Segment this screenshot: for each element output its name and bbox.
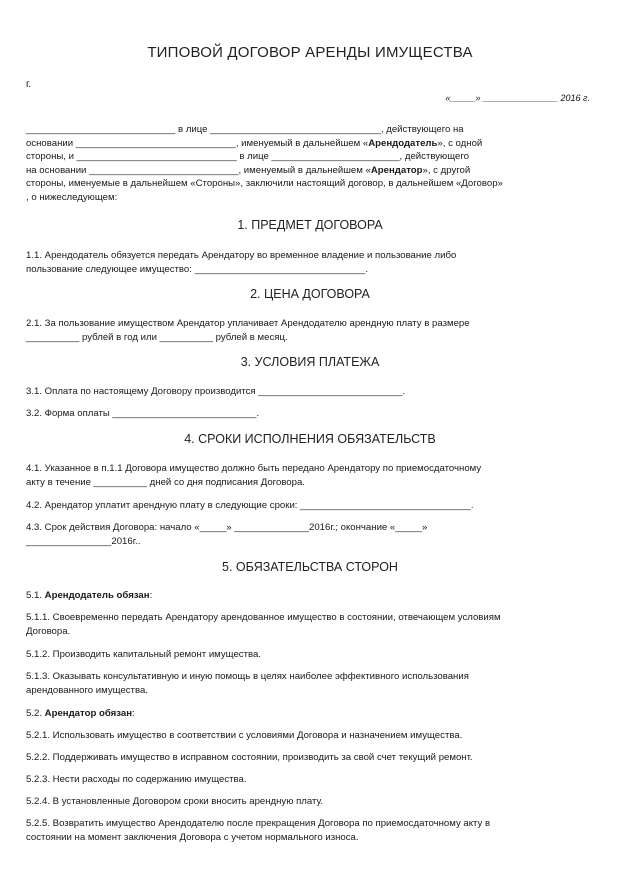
clause-1-1 — [26, 249, 572, 276]
clause-title: Арендатор обязан — [44, 708, 133, 719]
clause-line: 2.1. За пользование имуществом Арендатор уплачивает Арендодателю арендную плату в размере — [26, 318, 470, 329]
clause-line: __________ рублей в год или __________ рублей в месяц. — [26, 331, 288, 343]
clause-line: арендованного имущества. — [26, 684, 148, 696]
clause-4-2: 4.2. Арендатор уплатит арендную плату в следующие сроки: ________________________________. — [26, 500, 474, 511]
preamble-line: стороны, именуемые в дальнейшем «Стороны», заключили настоящий договор, в дальнейшем «Договор» — [26, 178, 503, 190]
clause-line: 4.3. Срок действия Договора: начало «_____» ______________2016г.; окончание «_____» — [26, 522, 428, 533]
section-4-heading: 4. СРОКИ ИСПОЛНЕНИЯ ОБЯЗАТЕЛЬСТВ — [184, 432, 436, 446]
clause-5-2-5 — [26, 817, 572, 844]
clause-text: : — [149, 590, 153, 601]
section-5-heading: 5. ОБЯЗАТЕЛЬСТВА СТОРОН — [222, 560, 398, 574]
preamble-line: стороны, и ______________________________ в лице ________________________, действующего — [26, 151, 469, 163]
clause-5-1 — [26, 589, 572, 603]
preamble-line: ____________________________ в лице ________________________________, действующего на — [26, 124, 464, 135]
preamble-text: основании ______________________________, именуемый в дальнейшем « — [26, 137, 369, 149]
section-2-heading: 2. ЦЕНА ДОГОВОРА — [250, 287, 370, 301]
clause-3-1: 3.1. Оплата по настоящему Договору производится ___________________________. — [26, 386, 406, 397]
section-3-heading: 3. УСЛОВИЯ ПЛАТЕЖА — [240, 355, 380, 369]
clause-5-1-2: 5.1.2. Производить капитальный ремонт имущества. — [26, 649, 261, 660]
clause-5-2 — [26, 707, 572, 721]
preamble-text: », с другой — [422, 164, 471, 176]
clause-line: состоянии на момент заключения Договора с учетом нормального износа. — [26, 831, 359, 843]
clause-4-1 — [26, 462, 572, 489]
party-lessor: Арендодатель — [368, 137, 438, 149]
clause-line: 1.1. Арендодатель обязуется передать Арендатору во временное владение и пользование либо — [26, 250, 457, 261]
clause-number: 5.2. — [26, 708, 45, 719]
clause-title: Арендодатель обязан — [44, 590, 150, 601]
clause-number: 5.1. — [26, 590, 45, 601]
city-field: г. — [26, 79, 32, 90]
clause-5-1-3 — [26, 670, 572, 697]
date-field: «_____» _______________ 2016 г. — [445, 93, 590, 103]
clause-line: 4.1. Указанное в п.1.1 Договора имущество должно быть передано Арендатору по приемосдаточному — [26, 463, 482, 474]
clause-line: 5.2.5. Возвратить имущество Арендодателю после прекращения Договора по приемосдаточному акту в — [26, 818, 491, 829]
clause-5-2-2: 5.2.2. Поддерживать имущество в исправном состоянии, производить за свой счет текущий ремонт. — [26, 752, 473, 763]
clause-2-1 — [26, 317, 572, 344]
clause-5-1-1 — [26, 611, 572, 638]
clause-5-2-4: 5.2.4. В установленные Договором сроки вносить арендную плату. — [26, 796, 324, 807]
preamble-text: на основании ____________________________, именуемый в дальнейшем « — [26, 164, 371, 176]
clause-line: 5.1.1. Своевременно передать Арендатору арендованное имущество в состоянии, отвечающем условиям — [26, 612, 501, 623]
document-title: ТИПОВОЙ ДОГОВОР АРЕНДЫ ИМУЩЕСТВА — [147, 44, 473, 61]
clause-5-2-3: 5.2.3. Нести расходы по содержанию имущества. — [26, 774, 247, 785]
clause-5-2-1: 5.2.1. Использовать имущество в соответствии с условиями Договора и назначением имущества. — [26, 730, 463, 741]
clause-line: ________________2016г.. — [26, 535, 141, 547]
preamble — [26, 123, 572, 205]
clause-line: акту в течение __________ дней со дня подписания Договора. — [26, 476, 305, 488]
preamble-line — [26, 164, 572, 178]
clause-line: пользование следующее имущество: ________________________________. — [26, 263, 368, 275]
clause-text: : — [132, 708, 135, 719]
preamble-line: , о нижеследующем: — [26, 191, 118, 203]
preamble-text: », с одной — [437, 137, 483, 149]
preamble-line — [26, 137, 572, 151]
clause-line: Договора. — [26, 625, 71, 637]
clause-4-3 — [26, 521, 572, 548]
party-lessee: Арендатор — [370, 164, 423, 176]
section-1-heading: 1. ПРЕДМЕТ ДОГОВОРА — [237, 218, 383, 232]
clause-3-2: 3.2. Форма оплаты ___________________________. — [26, 408, 260, 419]
clause-line: 5.1.3. Оказывать консультативную и иную помощь в целях наиболее эффективного использования — [26, 671, 469, 682]
